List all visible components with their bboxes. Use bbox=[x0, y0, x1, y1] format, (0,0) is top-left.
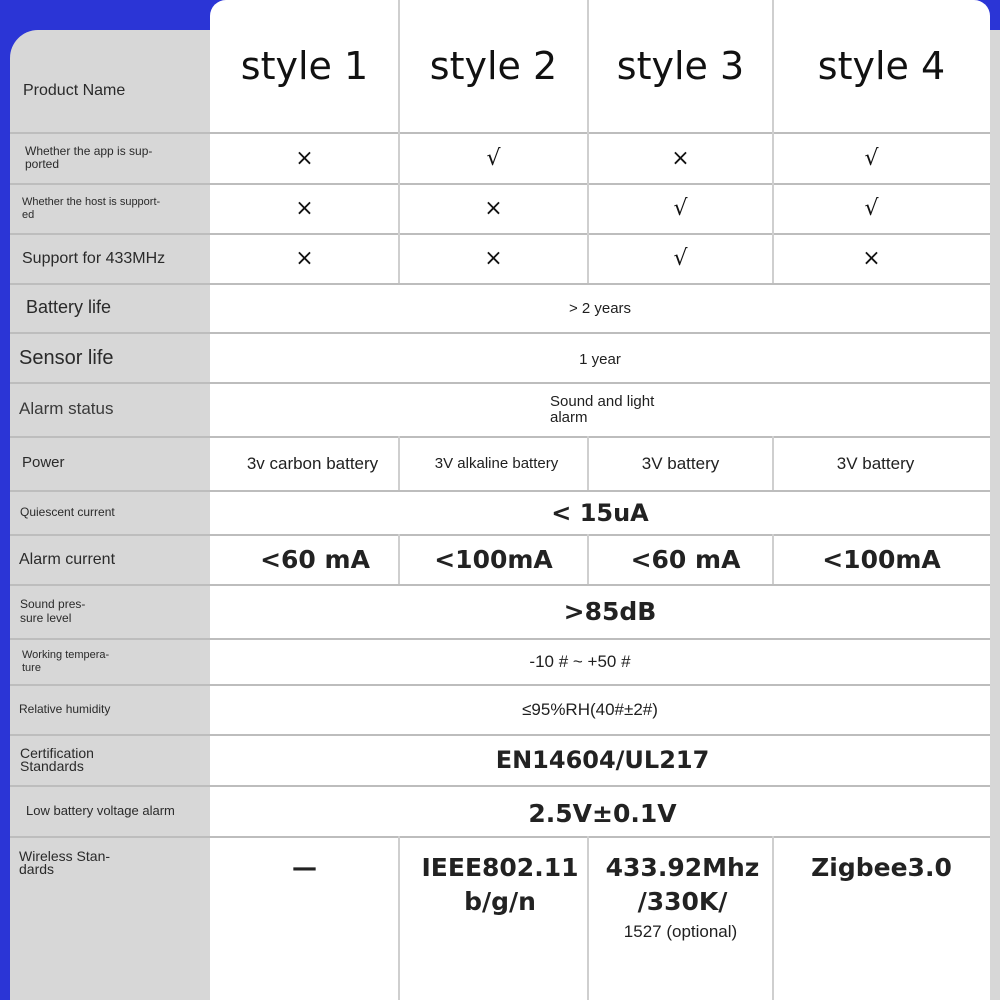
power-style-4: 3V battery bbox=[836, 453, 915, 473]
support-433-style-4: × bbox=[862, 246, 881, 271]
alarm-status-value: Sound and light alarm bbox=[550, 392, 655, 426]
sound-pressure-value: >85dB bbox=[563, 597, 657, 626]
wireless-style-2: IEEE802.11 b/g/n bbox=[421, 853, 579, 916]
host-support-label: Whether the host is support- ed bbox=[22, 196, 161, 221]
app-support-style-2: √ bbox=[486, 145, 501, 171]
app-support-style-4: √ bbox=[864, 145, 879, 171]
style-3-header: style 3 bbox=[616, 44, 745, 88]
wireless-label: Wireless Stan- dards bbox=[19, 848, 111, 877]
working-temp-label: Working tempera- ture bbox=[22, 649, 110, 674]
alarm-current-style-4: <100mA bbox=[822, 545, 941, 574]
working-temp-value: -10 # ~ +50 # bbox=[529, 651, 631, 671]
humidity-value: ≤95%RH(40#±2#) bbox=[522, 699, 658, 719]
power-style-1: 3v carbon battery bbox=[246, 453, 379, 473]
app-support-label: Whether the app is sup- ported bbox=[25, 143, 153, 171]
sensor-life-value: 1 year bbox=[579, 351, 621, 368]
style-1-header: style 1 bbox=[240, 44, 369, 88]
battery-life-value: > 2 years bbox=[568, 299, 632, 317]
host-support-style-3: √ bbox=[673, 196, 688, 221]
host-support-style-2: × bbox=[484, 196, 503, 221]
humidity-label: Relative humidity bbox=[19, 701, 111, 716]
low-battery-label: Low battery voltage alarm bbox=[26, 802, 175, 818]
style-2-header: style 2 bbox=[429, 44, 558, 88]
alarm-current-style-1: <60 mA bbox=[260, 545, 370, 574]
support-433-style-3: √ bbox=[673, 246, 688, 271]
sensor-life-label: Sensor life bbox=[19, 346, 114, 369]
alarm-status-label: Alarm status bbox=[19, 399, 114, 419]
product-name-label: Product Name bbox=[23, 82, 126, 100]
style-4-header: style 4 bbox=[817, 44, 946, 88]
quiescent-current-label: Quiescent current bbox=[20, 504, 115, 519]
support-433-style-2: × bbox=[484, 246, 503, 271]
support-433-style-1: × bbox=[295, 246, 314, 271]
certification-value: EN14604/UL217 bbox=[495, 746, 710, 774]
low-battery-value: 2.5V±0.1V bbox=[528, 799, 677, 828]
wireless-style-3-note: 1527 (optional) bbox=[623, 922, 738, 941]
alarm-current-style-3: <60 mA bbox=[630, 545, 741, 574]
host-support-style-4: √ bbox=[864, 196, 879, 221]
power-style-2: 3V alkaline battery bbox=[434, 455, 559, 472]
certification-label: Certification Standards bbox=[20, 745, 94, 774]
alarm-current-label: Alarm current bbox=[19, 550, 116, 568]
power-label: Power bbox=[22, 454, 65, 472]
app-support-style-3: × bbox=[671, 145, 690, 171]
wireless-style-1: — bbox=[292, 853, 317, 882]
sound-pressure-label: Sound pres- sure level bbox=[20, 597, 86, 625]
support-433-label: Support for 433MHz bbox=[22, 249, 166, 267]
power-style-3: 3V battery bbox=[641, 453, 720, 473]
alarm-current-style-2: <100mA bbox=[434, 545, 553, 574]
wireless-style-4: Zigbee3.0 bbox=[811, 853, 952, 882]
app-support-style-1: × bbox=[295, 145, 314, 171]
quiescent-current-value: < 15uA bbox=[551, 498, 649, 527]
host-support-style-1: × bbox=[295, 196, 314, 221]
wireless-style-3: 433.92Mhz /330K/ bbox=[605, 853, 760, 916]
battery-life-label: Battery life bbox=[26, 297, 112, 318]
